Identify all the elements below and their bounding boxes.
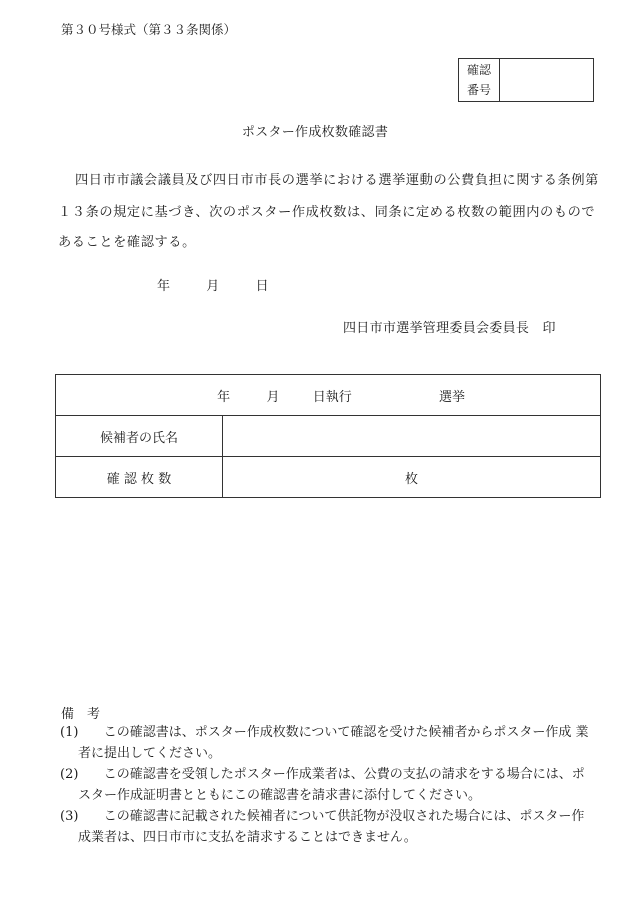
confirm-label-2: 番号 [466, 83, 491, 97]
remark-number: (2) [60, 767, 79, 782]
date-day: 日 [255, 279, 269, 294]
confirmed-count-label: 確 認 枚 数 [56, 457, 223, 498]
form-number: 第３０号様式（第３３条関係） [61, 22, 237, 37]
election-info-table [55, 374, 601, 498]
confirm-label-1: 確認 [466, 63, 491, 77]
confirmed-count-field[interactable] [223, 457, 601, 498]
remark-number: (3) [60, 809, 79, 824]
remark-number: (1) [60, 725, 79, 740]
confirmation-number-box [458, 58, 594, 102]
exec-year: 年 [217, 389, 231, 405]
committee-chair-seal: 四日市市選挙管理委員会委員長 印 [343, 321, 556, 336]
remark-text-line: この確認書に記載された候補者について供託物が没収された場合には、ポスター作 [103, 809, 585, 824]
remark-text-line: スター作成証明書とともにこの確認書を請求書に添付してください。 [78, 788, 482, 803]
body-line-2: １３条の規定に基づき、次のポスター作成枚数は、同条に定める枚数の範囲内のもので [58, 205, 596, 220]
remark-item [60, 764, 600, 806]
confirmation-date [157, 275, 269, 294]
confirmation-number-label [459, 59, 500, 101]
candidate-name-field[interactable] [223, 416, 601, 457]
body-line-1: 四日市市議会議員及び四日市市長の選挙における選挙運動の公費負担に関する条例第 [75, 173, 599, 188]
remark-item [60, 806, 600, 848]
candidate-name-label: 候補者の氏名 [56, 416, 223, 457]
remark-item [60, 722, 600, 764]
election-label: 選挙 [439, 389, 466, 405]
body-line-3: あることを確認する。 [58, 235, 196, 250]
election-date-row[interactable] [56, 375, 601, 416]
remarks-heading: 備 考 [61, 707, 101, 722]
remarks-list [60, 722, 600, 848]
confirmation-number-field[interactable] [500, 59, 593, 101]
document-title: ポスター作成枚数確認書 [241, 125, 389, 140]
date-month: 月 [206, 279, 220, 294]
exec-month: 月 [266, 389, 280, 405]
count-unit: 枚 [404, 471, 418, 487]
remark-text-line: 成業者は、四日市市に支払を請求することはできません。 [78, 830, 417, 845]
date-year: 年 [157, 279, 171, 294]
remark-text-line: 者に提出してください。 [78, 746, 222, 761]
remark-text-line: この確認書を受領したポスター作成業者は、公費の支払の請求をする場合には、ポ [103, 767, 585, 782]
exec-day: 日執行 [312, 389, 352, 405]
remark-text-line: この確認書は、ポスター作成枚数について確認を受けた候補者からポスター作成 業 [103, 725, 589, 740]
